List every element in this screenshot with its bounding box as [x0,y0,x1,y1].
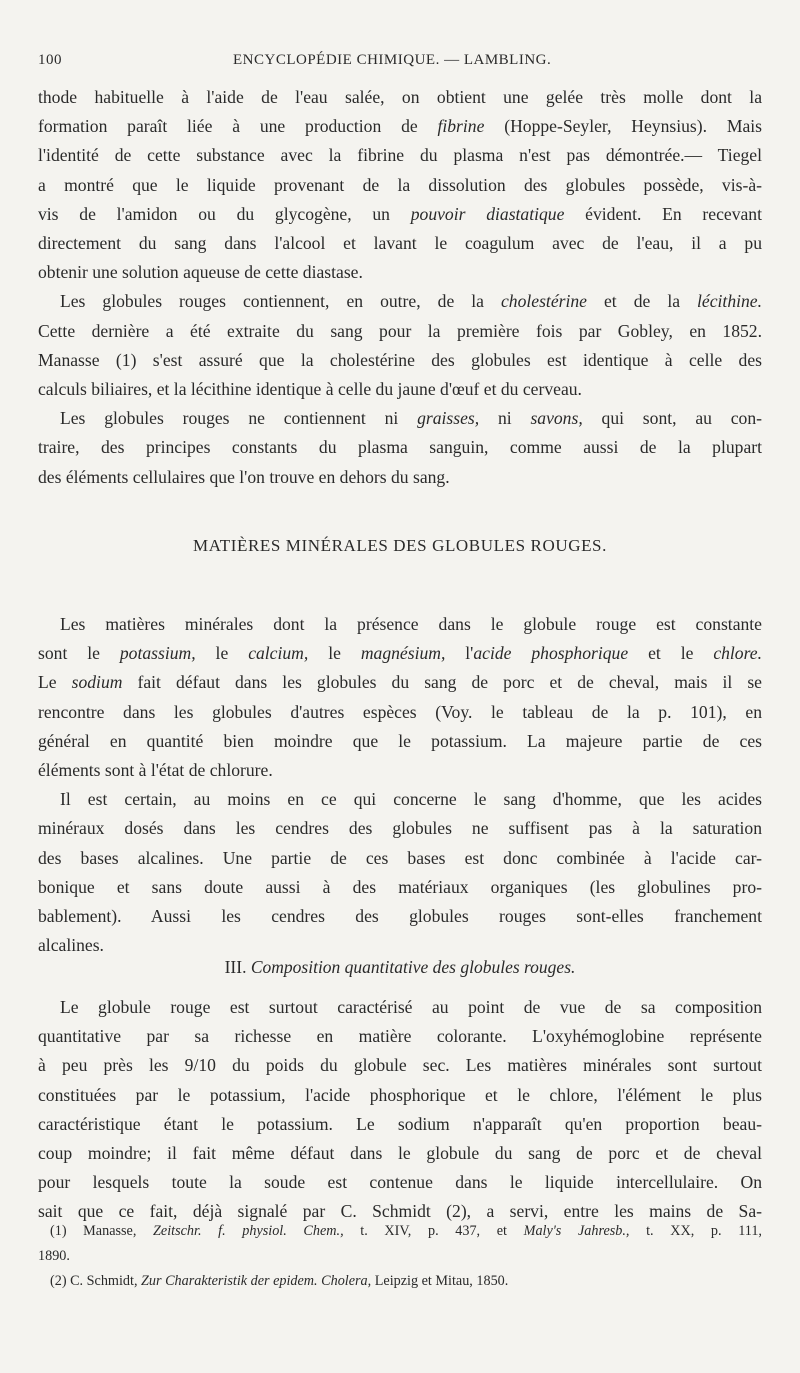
text-line: calculs biliaires, et la lécithine identique à celle du jaune d'œuf et du cerveau. [38,379,582,400]
text-line: Les globules rouges ne contiennent ni graisses, ni savons, qui sont, au con- [60,408,762,429]
footnotes [38,1219,762,1294]
subsection-number: III. [224,957,251,977]
text-line: constituées par le potassium, l'acide phosphorique et le chlore, l'élément le plus [38,1084,762,1105]
text-line: Le sodium fait défaut dans les globules du sang de porc et de cheval, mais il se [38,672,762,693]
text-block-bottom [38,993,762,1227]
footnote-1: (1) Manasse, Zeitschr. f. physiol. Chem., t. XIV, p. 437, et Maly's Jahresb., t. XX, p. 111, [50,1223,762,1239]
paragraph-composition [38,993,762,1227]
text-line: Le globule rouge est surtout caractérisé au point de vue de sa composition [60,997,762,1017]
paragraph-graisses [38,404,762,492]
footnote-1-continuation: 1890. [38,1248,70,1264]
text-line: sont le potassium, le calcium, le magnésium, l'acide phosphorique et le chlore. [38,643,763,664]
text-line: Les globules rouges contiennent, en outre, de la cholestérine et de la lécithine. [60,291,763,312]
paragraph-acides-mineraux [38,785,762,960]
text-line: a montré que le liquide provenant de la dissolution des globules possède, vis-à- [38,174,762,195]
text-line: formation paraît liée à une production de fibrine (Hoppe-Seyler, Heynsius). Mais [38,116,763,137]
text-line: Les matières minérales dont la présence dans le globule rouge est constante [60,614,762,634]
page-number: 100 [38,52,62,68]
text-line: pour lesquels toute la soude est contenue dans le liquide intercellulaire. On [38,1172,762,1193]
text-line: obtenir une solution aqueuse de cette diastase. [38,262,363,283]
text-line: éléments sont à l'état de chlorure. [38,760,273,781]
page-header [38,52,762,78]
text-line: alcalines. [38,935,104,956]
text-line: bonique et sans doute aussi à des matériaux organiques (les globulines pro- [38,876,762,897]
text-line: Manasse (1) s'est assuré que la cholestérine des globules est identique à celle des [38,349,762,370]
text-line: coup moindre; il fait même défaut dans le globule du sang de porc et de cheval [38,1143,762,1164]
text-line: des éléments cellulaires que l'on trouve en dehors du sang. [38,466,450,487]
text-line: quantitative par sa richesse en matière colorante. L'oxyhémoglobine représente [38,1026,762,1047]
text-line: minéraux dosés dans les cendres des globules ne suffisent pas à la saturation [38,818,762,839]
paragraph-cholesterine [38,287,762,404]
text-line: à peu près les 9/10 du poids du globule sec. Les matières minérales sont surtout [38,1055,762,1076]
text-line: général en quantité bien moindre que le potassium. La majeure partie de ces [38,730,762,751]
text-block-top [38,83,762,492]
text-line: traire, des principes constants du plasma sanguin, comme aussi de la plupart [38,437,762,458]
text-line: rencontre dans les globules d'autres espèces (Voy. le tableau de la p. 101), en [38,701,762,722]
text-line: Cette dernière a été extraite du sang pour la première fois par Gobley, en 1852. [38,320,762,341]
text-line: sait que ce fait, déjà signalé par C. Schmidt (2), a servi, entre les mains de Sa- [38,1201,762,1222]
text-line: l'identité de cette substance avec la fibrine du plasma n'est pas démontrée.— Tiegel [38,145,762,166]
text-line: caractéristique étant le potassium. Le sodium n'apparaît qu'en proportion beau- [38,1113,762,1134]
text-line: vis de l'amidon ou du glycogène, un pouvoir diastatique évident. En recevant [38,203,762,224]
text-line: bablement). Aussi les cendres des globules rouges sont-elles franchement [38,906,762,927]
text-block-middle [38,610,762,960]
footnote-2: (2) C. Schmidt, Zur Charakteristik der epidem. Cholera, Leipzig et Mitau, 1850. [50,1273,509,1289]
text-line: des bases alcalines. Une partie de ces bases est donc combinée à l'acide car- [38,847,762,868]
text-line: thode habituelle à l'aide de l'eau salée, on obtient une gelée très molle dont la [38,87,762,107]
subsection-text: Composition quantitative des globules rouges. [250,957,576,977]
text-line: Il est certain, au moins en ce qui concerne le sang d'homme, que les acides [60,789,762,810]
section-title: MATIÈRES MINÉRALES DES GLOBULES ROUGES. [193,536,607,555]
text-line: directement du sang dans l'alcool et lavant le coagulum avec de l'eau, il a pu [38,233,762,254]
subsection-title [38,957,762,978]
paragraph-matieres-minerales [38,610,762,785]
paragraph-diastase [38,83,762,287]
running-head: ENCYCLOPÉDIE CHIMIQUE. — LAMBLING. [233,52,552,68]
